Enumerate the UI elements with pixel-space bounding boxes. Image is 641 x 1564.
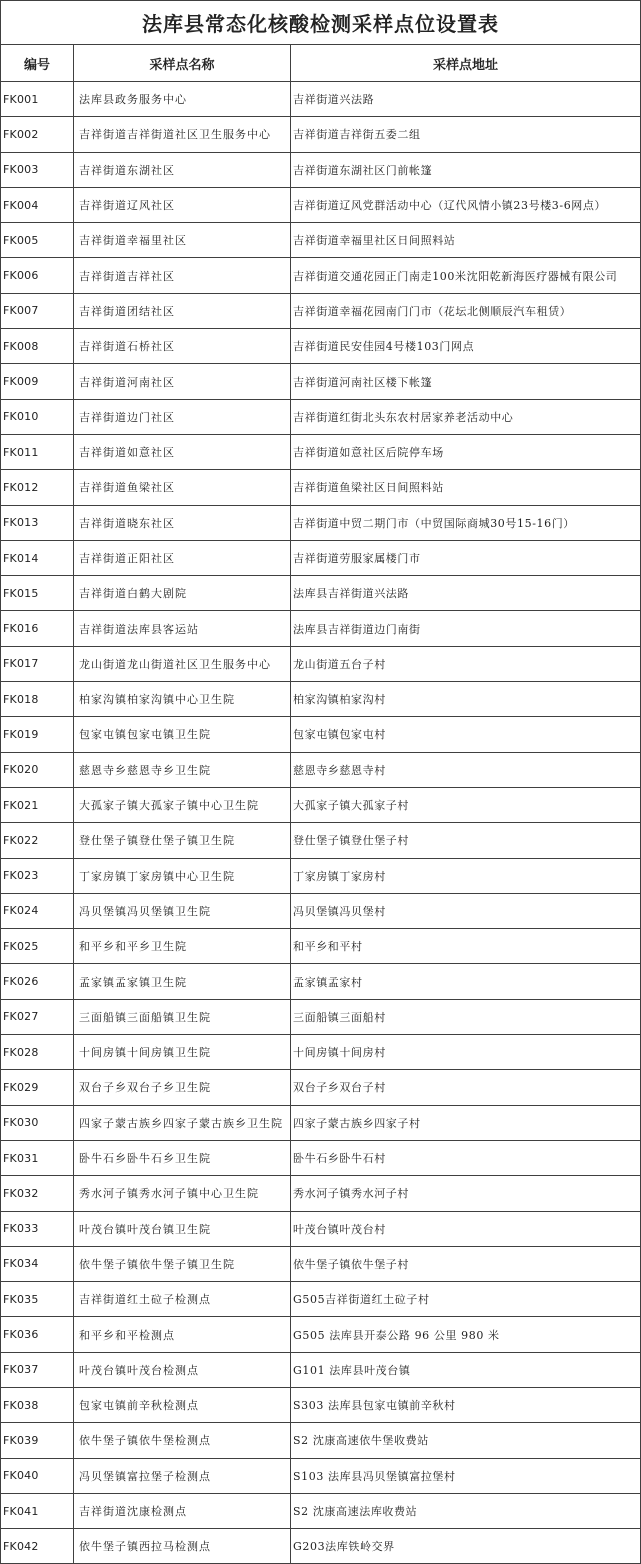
cell-code: FK016: [1, 611, 74, 646]
cell-name: 双台子乡双台子乡卫生院: [74, 1070, 291, 1105]
cell-code: FK024: [1, 893, 74, 928]
cell-code: FK040: [1, 1458, 74, 1493]
cell-address: S2 沈康高速依牛堡收费站: [291, 1423, 641, 1458]
cell-name: 叶茂台镇叶茂台检测点: [74, 1352, 291, 1387]
cell-address: G505吉祥街道红土砬子村: [291, 1282, 641, 1317]
cell-address: 吉祥街道如意社区后院停车场: [291, 434, 641, 469]
table-row: [1, 1352, 641, 1387]
cell-address: 吉祥街道辽风党群活动中心（辽代风情小镇23号楼3-6网点）: [291, 187, 641, 222]
cell-code: FK033: [1, 1211, 74, 1246]
table-row: [1, 646, 641, 681]
table-row: [1, 258, 641, 293]
cell-code: FK039: [1, 1423, 74, 1458]
cell-code: FK003: [1, 152, 74, 187]
cell-code: FK010: [1, 399, 74, 434]
cell-address: 吉祥街道民安佳园4号楼103门网点: [291, 329, 641, 364]
table-title: 法库县常态化核酸检测采样点位设置表: [1, 1, 641, 45]
cell-code: FK017: [1, 646, 74, 681]
cell-address: 吉祥街道交通花园正门南走100米沈阳乾新海医疗器械有限公司: [291, 258, 641, 293]
table-row: [1, 152, 641, 187]
table-row: [1, 1105, 641, 1140]
cell-address: 慈恩寺乡慈恩寺村: [291, 752, 641, 787]
table-row: [1, 1070, 641, 1105]
cell-code: FK015: [1, 576, 74, 611]
cell-address: 吉祥街道兴法路: [291, 82, 641, 117]
table-row: [1, 1493, 641, 1528]
cell-name: 吉祥街道红土砬子检测点: [74, 1282, 291, 1317]
cell-name: 吉祥街道河南社区: [74, 364, 291, 399]
cell-name: 吉祥街道石桥社区: [74, 329, 291, 364]
cell-name: 包家屯镇包家屯镇卫生院: [74, 717, 291, 752]
cell-address: 吉祥街道吉祥街五委二组: [291, 117, 641, 152]
cell-code: FK021: [1, 787, 74, 822]
table-row: [1, 823, 641, 858]
table-row: [1, 1317, 641, 1352]
cell-code: FK036: [1, 1317, 74, 1352]
cell-address: G101 法库县叶茂台镇: [291, 1352, 641, 1387]
cell-code: FK042: [1, 1529, 74, 1564]
cell-name: 柏家沟镇柏家沟镇中心卫生院: [74, 682, 291, 717]
cell-address: G203法库铁岭交界: [291, 1529, 641, 1564]
table-row: [1, 82, 641, 117]
cell-name: 吉祥街道辽风社区: [74, 187, 291, 222]
cell-address: 冯贝堡镇冯贝堡村: [291, 893, 641, 928]
cell-address: 吉祥街道中贸二期门市（中贸国际商城30号15-16门）: [291, 505, 641, 540]
header-address: 采样点地址: [291, 45, 641, 82]
cell-address: 四家子蒙古族乡四家子村: [291, 1105, 641, 1140]
cell-code: FK026: [1, 964, 74, 999]
cell-code: FK035: [1, 1282, 74, 1317]
cell-address: 叶茂台镇叶茂台村: [291, 1211, 641, 1246]
table-row: [1, 293, 641, 328]
cell-address: 十间房镇十间房村: [291, 1035, 641, 1070]
cell-code: FK012: [1, 470, 74, 505]
cell-address: 孟家镇孟家村: [291, 964, 641, 999]
table-row: [1, 1387, 641, 1422]
table-row: [1, 329, 641, 364]
cell-code: FK028: [1, 1035, 74, 1070]
table-row: [1, 893, 641, 928]
table-row: [1, 964, 641, 999]
table-row: [1, 752, 641, 787]
table-row: [1, 787, 641, 822]
cell-address: 卧牛石乡卧牛石村: [291, 1140, 641, 1175]
cell-address: 法库县吉祥街道兴法路: [291, 576, 641, 611]
cell-code: FK013: [1, 505, 74, 540]
cell-name: 吉祥街道吉祥社区: [74, 258, 291, 293]
cell-name: 和平乡和平乡卫生院: [74, 929, 291, 964]
cell-name: 吉祥街道鱼梁社区: [74, 470, 291, 505]
cell-name: 四家子蒙古族乡四家子蒙古族乡卫生院: [74, 1105, 291, 1140]
table-row: [1, 858, 641, 893]
cell-address: S303 法库县包家屯镇前辛秋村: [291, 1387, 641, 1422]
cell-name: 吉祥街道吉祥街道社区卫生服务中心: [74, 117, 291, 152]
table-row: [1, 1140, 641, 1175]
cell-name: 吉祥街道法库县客运站: [74, 611, 291, 646]
cell-code: FK031: [1, 1140, 74, 1175]
cell-code: FK030: [1, 1105, 74, 1140]
cell-address: S103 法库县冯贝堡镇富拉堡村: [291, 1458, 641, 1493]
cell-name: 吉祥街道团结社区: [74, 293, 291, 328]
cell-name: 冯贝堡镇冯贝堡镇卫生院: [74, 893, 291, 928]
table-row: [1, 540, 641, 575]
cell-code: FK034: [1, 1246, 74, 1281]
cell-name: 大孤家子镇大孤家子镇中心卫生院: [74, 787, 291, 822]
cell-name: 和平乡和平检测点: [74, 1317, 291, 1352]
cell-address: 吉祥街道红街北头东农村居家养老活动中心: [291, 399, 641, 434]
cell-code: FK007: [1, 293, 74, 328]
table-row: [1, 223, 641, 258]
table-row: [1, 1035, 641, 1070]
cell-name: 秀水河子镇秀水河子镇中心卫生院: [74, 1176, 291, 1211]
table-body: [1, 82, 641, 1564]
cell-name: 吉祥街道晓东社区: [74, 505, 291, 540]
table-row: [1, 929, 641, 964]
table-row: [1, 434, 641, 469]
table-row: [1, 611, 641, 646]
cell-address: 三面船镇三面船村: [291, 999, 641, 1034]
cell-code: FK004: [1, 187, 74, 222]
cell-code: FK020: [1, 752, 74, 787]
header-code: 编号: [1, 45, 74, 82]
cell-name: 吉祥街道沈康检测点: [74, 1493, 291, 1528]
cell-name: 依牛堡子镇依牛堡子镇卫生院: [74, 1246, 291, 1281]
cell-address: 吉祥街道幸福里社区日间照料站: [291, 223, 641, 258]
cell-address: 法库县吉祥街道边门南街: [291, 611, 641, 646]
cell-code: FK018: [1, 682, 74, 717]
table-row: [1, 117, 641, 152]
cell-address: 吉祥街道劳服家属楼门市: [291, 540, 641, 575]
table-row: [1, 1423, 641, 1458]
cell-address: 龙山街道五台子村: [291, 646, 641, 681]
cell-code: FK008: [1, 329, 74, 364]
cell-name: 吉祥街道正阳社区: [74, 540, 291, 575]
cell-code: FK005: [1, 223, 74, 258]
table-row: [1, 505, 641, 540]
cell-address: 柏家沟镇柏家沟村: [291, 682, 641, 717]
cell-name: 依牛堡子镇依牛堡检测点: [74, 1423, 291, 1458]
cell-code: FK029: [1, 1070, 74, 1105]
cell-code: FK022: [1, 823, 74, 858]
header-name: 采样点名称: [74, 45, 291, 82]
cell-address: 依牛堡子镇依牛堡子村: [291, 1246, 641, 1281]
table-row: [1, 1282, 641, 1317]
cell-code: FK002: [1, 117, 74, 152]
cell-code: FK027: [1, 999, 74, 1034]
cell-address: 双台子乡双台子村: [291, 1070, 641, 1105]
table-row: [1, 576, 641, 611]
cell-code: FK041: [1, 1493, 74, 1528]
cell-code: FK038: [1, 1387, 74, 1422]
cell-address: 包家屯镇包家屯村: [291, 717, 641, 752]
cell-name: 龙山街道龙山街道社区卫生服务中心: [74, 646, 291, 681]
cell-code: FK025: [1, 929, 74, 964]
table-row: [1, 717, 641, 752]
table-row: [1, 364, 641, 399]
cell-name: 吉祥街道如意社区: [74, 434, 291, 469]
cell-address: 吉祥街道幸福花园南门门市（花坛北侧顺辰汽车租赁）: [291, 293, 641, 328]
cell-code: FK014: [1, 540, 74, 575]
cell-address: S2 沈康高速法库收费站: [291, 1493, 641, 1528]
cell-name: 吉祥街道边门社区: [74, 399, 291, 434]
cell-name: 三面船镇三面船镇卫生院: [74, 999, 291, 1034]
cell-address: 登仕堡子镇登仕堡子村: [291, 823, 641, 858]
cell-name: 依牛堡子镇西拉马检测点: [74, 1529, 291, 1564]
table-row: [1, 1529, 641, 1564]
cell-name: 十间房镇十间房镇卫生院: [74, 1035, 291, 1070]
cell-address: 大孤家子镇大孤家子村: [291, 787, 641, 822]
table-row: [1, 470, 641, 505]
cell-name: 吉祥街道幸福里社区: [74, 223, 291, 258]
cell-address: 吉祥街道东湖社区门前帐篷: [291, 152, 641, 187]
cell-code: FK006: [1, 258, 74, 293]
table-row: [1, 682, 641, 717]
table-row: [1, 187, 641, 222]
cell-name: 吉祥街道白鹤大剧院: [74, 576, 291, 611]
cell-name: 卧牛石乡卧牛石乡卫生院: [74, 1140, 291, 1175]
cell-address: 和平乡和平村: [291, 929, 641, 964]
cell-address: 吉祥街道河南社区楼下帐篷: [291, 364, 641, 399]
table-row: [1, 1211, 641, 1246]
cell-code: FK019: [1, 717, 74, 752]
cell-name: 慈恩寺乡慈恩寺乡卫生院: [74, 752, 291, 787]
table-row: [1, 1246, 641, 1281]
cell-code: FK037: [1, 1352, 74, 1387]
cell-name: 吉祥街道东湖社区: [74, 152, 291, 187]
cell-address: 吉祥街道鱼梁社区日间照料站: [291, 470, 641, 505]
cell-code: FK032: [1, 1176, 74, 1211]
cell-code: FK011: [1, 434, 74, 469]
cell-code: FK001: [1, 82, 74, 117]
cell-name: 法库县政务服务中心: [74, 82, 291, 117]
table-row: [1, 1458, 641, 1493]
cell-name: 丁家房镇丁家房镇中心卫生院: [74, 858, 291, 893]
cell-address: 秀水河子镇秀水河子村: [291, 1176, 641, 1211]
cell-name: 包家屯镇前辛秋检测点: [74, 1387, 291, 1422]
cell-code: FK023: [1, 858, 74, 893]
cell-name: 冯贝堡镇富拉堡子检测点: [74, 1458, 291, 1493]
cell-name: 登仕堡子镇登仕堡子镇卫生院: [74, 823, 291, 858]
cell-address: G505 法库县开泰公路 96 公里 980 米: [291, 1317, 641, 1352]
table-row: [1, 1176, 641, 1211]
table-row: [1, 399, 641, 434]
cell-code: FK009: [1, 364, 74, 399]
cell-name: 孟家镇孟家镇卫生院: [74, 964, 291, 999]
table-row: [1, 999, 641, 1034]
cell-name: 叶茂台镇叶茂台镇卫生院: [74, 1211, 291, 1246]
cell-address: 丁家房镇丁家房村: [291, 858, 641, 893]
